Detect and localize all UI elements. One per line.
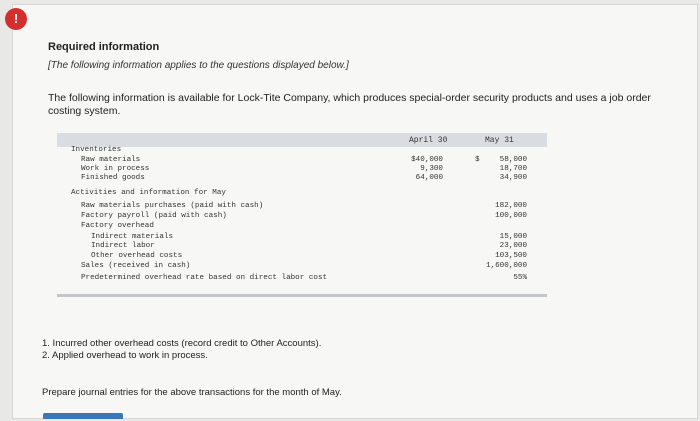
table-row (57, 221, 547, 231)
may-value: 58,000 (499, 156, 527, 164)
row-label: Sales (received in cash) (81, 262, 191, 270)
may-value: 15,000 (499, 233, 527, 241)
may-value: 34,900 (499, 174, 527, 182)
may-value: 1,600,000 (485, 262, 527, 270)
row-label: Factory payroll (paid with cash) (81, 212, 227, 220)
question-1: 1. Incurred other overhead costs (record credit to Other Accounts). (42, 338, 322, 349)
row-label: Raw materials purchases (paid with cash) (81, 202, 264, 210)
table-row (57, 251, 547, 261)
required-info-title: Required information (48, 41, 160, 53)
row-label: Other overhead costs (91, 252, 183, 260)
row-label: Factory overhead (81, 222, 154, 230)
table-row (57, 211, 547, 221)
table-row (57, 261, 547, 271)
row-label: Indirect materials (91, 233, 174, 241)
required-info-note: [The following information applies to the questions displayed below.] (48, 60, 349, 71)
row-label: Finished goods (81, 174, 145, 182)
row-label: Activities and information for May (71, 189, 226, 197)
may-value: 182,000 (495, 202, 527, 210)
prepare-instruction: Prepare journal entries for the above transactions for the month of May. (42, 387, 342, 398)
row-label: Predetermined overhead rate based on direct labor cost (81, 274, 328, 282)
column-header-april: April 30 (409, 136, 448, 145)
row-label: Work in process (81, 165, 150, 173)
alert-icon: ! (5, 8, 27, 30)
may-value: 103,500 (495, 252, 527, 260)
table-row (57, 145, 547, 155)
may-value: 100,000 (495, 212, 527, 220)
april-value: 9,300 (420, 165, 443, 173)
may-value: 23,000 (499, 242, 527, 250)
may-value: 18,700 (499, 165, 527, 173)
table-row (57, 173, 547, 183)
table-row (57, 273, 547, 283)
row-label: Inventories (71, 146, 122, 154)
table-bottom-rule (57, 294, 547, 297)
april-value: 64,000 (415, 174, 443, 182)
dollar-sign: $ (475, 156, 480, 164)
column-header-may: May 31 (485, 136, 514, 145)
question-2: 2. Applied overhead to work in process. (42, 350, 208, 361)
april-value: $40,000 (411, 156, 443, 164)
table-row (57, 188, 547, 198)
table-row (57, 201, 547, 211)
table-row (57, 241, 547, 251)
row-label: Indirect labor (91, 242, 155, 250)
row-label: Raw materials (81, 156, 141, 164)
intro-text: The following information is available for Lock-Tite Company, which produces special-order security products and uses a job order costing system. (48, 92, 651, 117)
answer-tab-button[interactable] (43, 413, 123, 419)
may-value: 55% (513, 274, 527, 282)
question-card (12, 4, 698, 419)
